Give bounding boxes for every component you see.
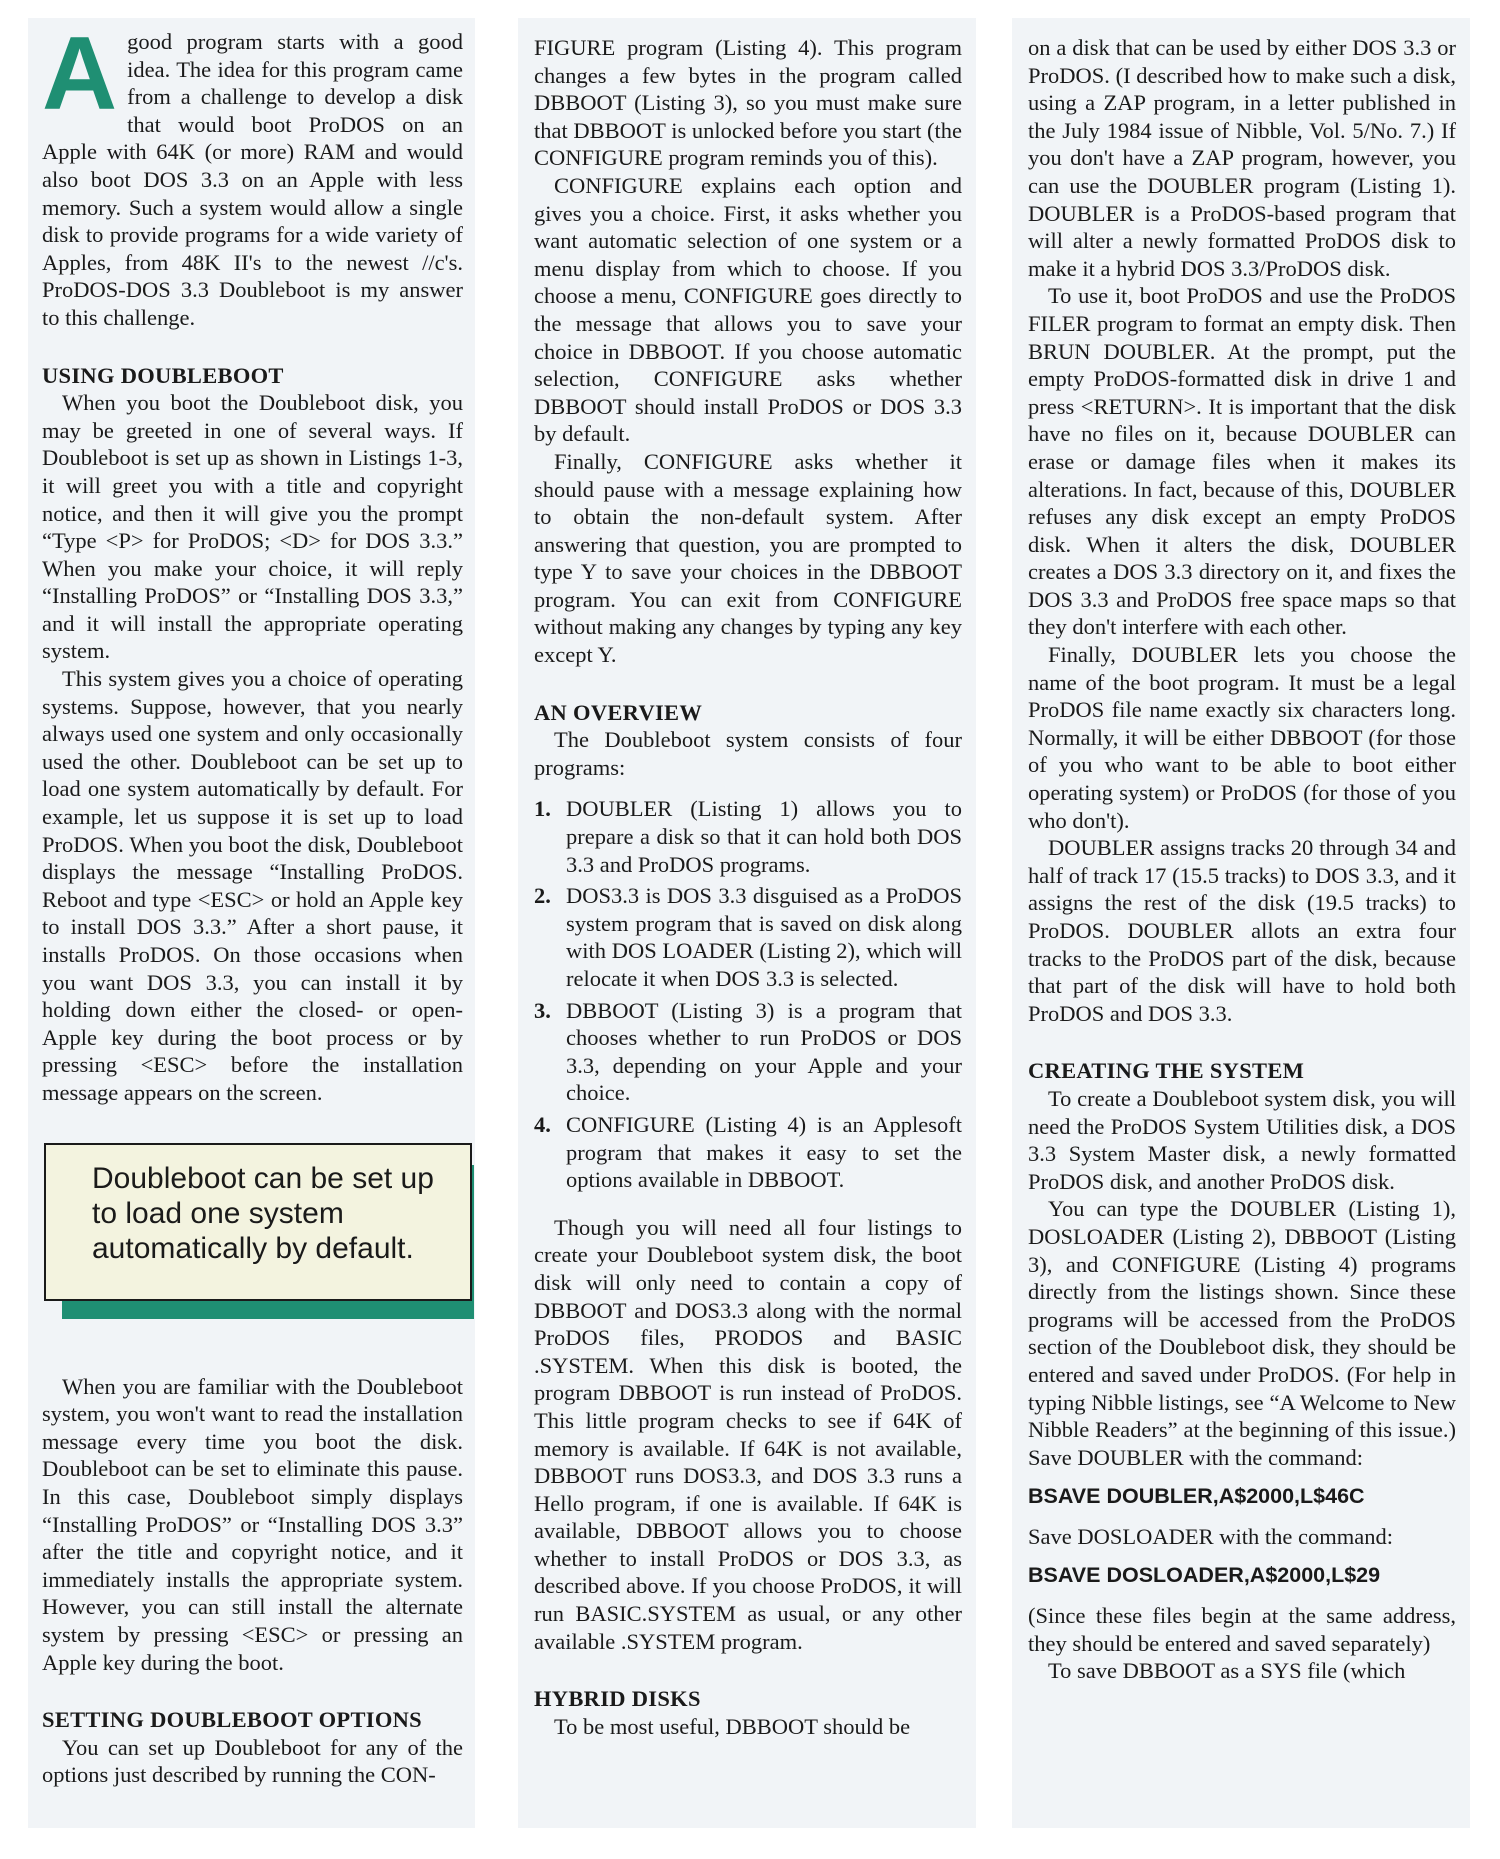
list-text: DBBOOT (Listing 3) is a program that chooses whether to run ProDOS or DOS 3.3, depending on your Apple and your choice. [566,997,962,1106]
intro-paragraph: good program starts with a good idea. The idea for this program came from a challenge to develop a disk that would boot ProDOS on an Apple with 64K (or more) RAM and would also boot DOS 3.3 on an Apple with less memory. Such a system would allow a single disk to provide programs for a wide variety of Apples, from 48K II's to the newest //c's. ProDOS-DOS 3.3 Doubleboot is my answer to this challenge. [42,29,463,330]
body-paragraph: Though you will need all four listings to create your Doubleboot system disk, the boot disk will only need to contain a copy of DBBOOT and DOS3.3 along with the normal ProDOS files, PRODOS and BASIC .SYSTEM. When this disk is booted, the program DBBOOT is run instead of ProDOS. This little program checks to see if 64K of memory is available. If 64K is not available, DBBOOT runs DOS3.3, and DOS 3.3 runs a Hello program, if one is available. If 64K is available, DBBOOT allows you to choose whether to install ProDOS or DOS 3.3, as described above. If you choose ProDOS, it will run BASIC.SYSTEM as usual, or any other available .SYSTEM program. [534,1214,962,1654]
pull-quote-text: Doubleboot can be set up to load one system automatically by default. [44,1143,472,1301]
list-number: 2. [534,883,551,909]
heading-creating-system: CREATING THE SYSTEM [1028,1058,1305,1084]
body-paragraph: When you are familiar with the Doubleboot system, you won't want to read the installation message every time you boot the disk. Doubleboot can be set to eliminate this pause. In this case, Doubleboot simply displays “Installing ProDOS” or “Installing DOS 3.3” after the title and copyright notice, and it immediately installs the appropriate system. However, you can still install the alternate system by pressing <ESC> or pressing an Apple key during the boot. [42,1373,463,1675]
body-paragraph: FIGURE program (Listing 4). This program changes a few bytes in the program called DBBOOT (Listing 3), so you must make sure that DBBOOT is unlocked before you start (the CONFIGURE program reminds you of this). [534,35,962,171]
heading-overview: AN OVERVIEW [534,699,703,725]
program-list [534,795,962,1193]
heading-using-doubleboot: USING DOUBLEBOOT [42,362,284,388]
list-number: 1. [534,796,551,822]
body-paragraph: Finally, CONFIGURE asks whether it should pause with a message explaining how to obtain the non-default system. After answering that question, you are prompted to type Y to save your choices in the DBBOOT program. You can exit from CONFIGURE without making any changes by typing any key except Y. [534,448,962,668]
list-number: 4. [534,1111,551,1137]
list-text: DOS3.3 is DOS 3.3 disguised as a ProDOS system program that is saved on disk along with DOS LOADER (Listing 2), which will relocate it when DOS 3.3 is selected. [566,883,962,991]
list-item [534,882,962,992]
list-text: DOUBLER (Listing 1) allows you to prepare a disk so that it can hold both DOS 3.3 and ProDOS programs. [566,796,962,877]
list-number: 3. [534,997,551,1023]
list-item [534,795,962,878]
body-paragraph: When you boot the Doubleboot disk, you may be greeted in one of several ways. If Doubleboot is set up as shown in Listings 1-3, it will greet you with a title and copyright notice, and then it will give you the prompt “Type <P> for ProDOS; <D> for DOS 3.3.” When you make your choice, it will reply “Installing ProDOS” or “Installing DOS 3.3,” and it will install the appropriate operating system. [42,390,463,664]
body-paragraph: The Doubleboot system consists of four programs: [534,727,962,780]
code-command: BSAVE DOSLOADER,A$2000,L$29 [1028,1563,1381,1588]
body-paragraph: CONFIGURE explains each option and gives you a choice. First, it asks whether you want automatic selection of one system or a menu display from which to choose. If you choose a menu, CONFIGURE goes directly to the message that allows you to save your choice in DBBOOT. If you choose automatic selection, CONFIGURE asks whether DBBOOT should install ProDOS or DOS 3.3 by default. [534,172,962,447]
body-paragraph: DOUBLER assigns tracks 20 through 34 and half of track 17 (15.5 tracks) to DOS 3.3, and it assigns the rest of the disk (19.5 tracks) to ProDOS. DOUBLER allots an extra four tracks to the ProDOS part of the disk, because that part of the disk will have to hold both ProDOS and DOS 3.3. [1028,835,1456,1026]
body-paragraph: To be most useful, DBBOOT should be [554,1713,911,1739]
body-paragraph: This system gives you a choice of operating systems. Suppose, however, that you nearly always used one system and only occasionally used the other. Doubleboot can be set up to load one system automatically by default. For example, let us suppose it is set up to load ProDOS. When you boot the disk, Doubleboot displays the message “Installing ProDOS. Reboot and type <ESC> or hold an Apple key to install DOS 3.3.” After a short pause, it installs ProDOS. On those occasions when you want DOS 3.3, you can install it by holding down either the closed- or open-Apple key during the boot process or by pressing <ESC> before the installation message appears on the screen. [42,666,463,1105]
body-paragraph: You can set up Doubleboot for any of the options just described by running the CON- [42,1734,463,1788]
body-paragraph: To create a Doubleboot system disk, you will need the ProDOS System Utilities disk, a DOS 3.3 System Master disk, a newly formatted ProDOS disk, and another ProDOS disk. [1028,1085,1456,1194]
heading-setting-options: SETTING DOUBLEBOOT OPTIONS [42,1707,422,1733]
column-1 [28,18,475,1828]
column-3 [1012,18,1470,1828]
body-paragraph: You can type the DOUBLER (Listing 1), DOSLOADER (Listing 2), DBBOOT (Listing 3), and CONFIGURE (Listing 4) programs directly from the listings shown. Since these programs will be accessed from the ProDOS section of the Doubleboot disk, they should be entered and saved under ProDOS. (For help in typing Nibble listings, see “A Welcome to New Nibble Readers” at the beginning of this issue.) Save DOUBLER with the command: [1028,1196,1456,1470]
code-command: BSAVE DOUBLER,A$2000,L$46C [1028,1484,1365,1509]
list-item [534,997,962,1107]
drop-cap: A [42,18,118,132]
column-2 [518,18,976,1828]
body-paragraph: Save DOSLOADER with the command: [1028,1523,1393,1549]
body-paragraph: on a disk that can be used by either DOS 3.3 or ProDOS. (I described how to make such a disk, using a ZAP program, in a letter published in the July 1984 issue of Nibble, Vol. 5/No. 7.) If you don't have a ZAP program, however, you can use the DOUBLER program (Listing 1). DOUBLER is a ProDOS-based program that will alter a newly formatted ProDOS disk to make it a hybrid DOS 3.3/ProDOS disk. [1028,35,1456,281]
heading-hybrid-disks: HYBRID DISKS [534,1686,701,1712]
list-text: CONFIGURE (Listing 4) is an Applesoft program that makes it easy to set the options available in DBBOOT. [566,1111,962,1193]
body-paragraph: Finally, DOUBLER lets you choose the name of the boot program. It must be a legal ProDOS file name exactly six characters long. Normally, it will be either DBBOOT (for those of you who want to be able to boot either operating system) or ProDOS (for those of you who don't). [1028,642,1456,833]
list-item [534,1111,962,1194]
pull-quote [44,1143,474,1303]
body-paragraph: To use it, boot ProDOS and use the ProDOS FILER program to format an empty disk. Then BRUN DOUBLER. At the prompt, put the empty ProDOS-formatted disk in drive 1 and press <RETURN>. It is important that the disk have no files on it, because DOUBLER can erase or damage files when it makes its alterations. In fact, because of this, DOUBLER refuses any disk except an empty ProDOS disk. When it alters the disk, DOUBLER creates a DOS 3.3 directory on it, and fixes the DOS 3.3 and ProDOS free space maps so that they don't interfere with each other. [1028,283,1456,640]
body-paragraph: To save DBBOOT as a SYS file (which [1048,1658,1406,1684]
body-paragraph: (Since these files begin at the same address, they should be entered and saved separately) [1028,1603,1456,1656]
